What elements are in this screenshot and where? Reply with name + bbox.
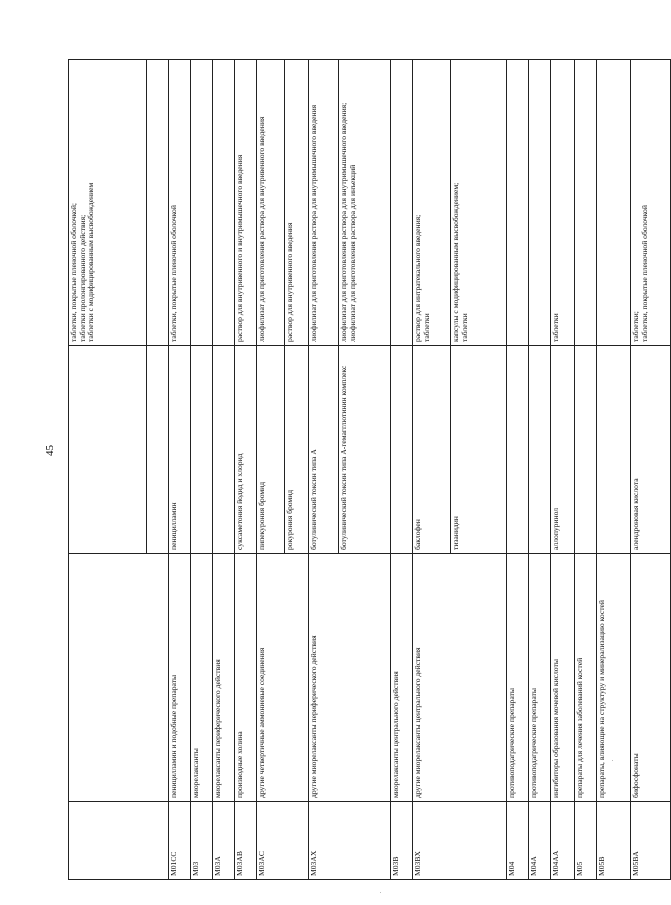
table-row bbox=[169, 60, 191, 880]
cell-code: M01CC bbox=[169, 802, 191, 880]
cell-group: препараты для лечения заболеваний костей bbox=[575, 554, 597, 802]
cell-code: M04AA bbox=[551, 802, 575, 880]
table-row bbox=[235, 60, 257, 880]
cell-form: лиофилизат для приготовления раствора для внутривенного введения bbox=[257, 60, 285, 346]
cell-code: M04 bbox=[507, 802, 529, 880]
cell-code: M03AB bbox=[235, 802, 257, 880]
cell-group: миорелаксанты центрального действия bbox=[391, 554, 413, 802]
cell-form: раствор для внутривенного введения bbox=[285, 60, 309, 346]
cell-form bbox=[391, 60, 413, 346]
table-row bbox=[631, 60, 671, 880]
table-row bbox=[191, 60, 213, 880]
table-row bbox=[309, 60, 339, 880]
cell-code: M03 bbox=[191, 802, 213, 880]
table-row bbox=[391, 60, 413, 880]
cell-name: пеницилламин bbox=[169, 346, 191, 554]
page-number: 45 bbox=[44, 445, 56, 456]
cell-group: ингибиторы образования мочевой кислоты bbox=[551, 554, 575, 802]
cell-form: раствор для интратекального введения; таблетки bbox=[413, 60, 451, 346]
table-row bbox=[507, 60, 529, 880]
cell-name bbox=[191, 346, 213, 554]
cell-name: пипекурония бромид bbox=[257, 346, 285, 554]
cell-name: ботулинический токсин типа А-гемагглютинин комплекс bbox=[339, 346, 391, 554]
cell-group: другие миорелаксанты периферического действия bbox=[309, 554, 391, 802]
cell-name: ботулинический токсин типа А bbox=[309, 346, 339, 554]
cell-group: миорелаксанты периферического действия bbox=[213, 554, 235, 802]
cell-form: таблетки, покрытые пленочной оболочкой; таблетки пролонгированного действия; таблетки с модифицированным высвобождением bbox=[69, 60, 147, 346]
cell-name bbox=[213, 346, 235, 554]
cell-code: M03B bbox=[391, 802, 413, 880]
cell-group bbox=[69, 554, 169, 802]
cell-code: M03AX bbox=[309, 802, 391, 880]
table-row bbox=[213, 60, 235, 880]
table-row bbox=[257, 60, 285, 880]
table-row bbox=[413, 60, 451, 880]
cell-group: производные холина bbox=[235, 554, 257, 802]
cell-name bbox=[507, 346, 529, 554]
table-row bbox=[597, 60, 631, 880]
scan-speck bbox=[380, 892, 381, 893]
cell-group: пеницилламин и подобные препараты bbox=[169, 554, 191, 802]
drug-classification-table bbox=[68, 59, 671, 880]
table-row bbox=[69, 60, 147, 880]
cell-code: M05B bbox=[597, 802, 631, 880]
cell-form: таблетки bbox=[551, 60, 575, 346]
cell-code: M03AC bbox=[257, 802, 309, 880]
cell-form: капсулы с модифицированным высвобождением; таблетки bbox=[451, 60, 507, 346]
cell-name: рокурония бромид bbox=[285, 346, 309, 554]
cell-form bbox=[507, 60, 529, 346]
cell-group: бифосфонаты bbox=[631, 554, 671, 802]
cell-name: тизанидин bbox=[451, 346, 507, 554]
cell-form: раствор для внутривенного и внутримышечного введения bbox=[235, 60, 257, 346]
cell-code: M03BX bbox=[413, 802, 507, 880]
cell-form: таблетки; таблетки, покрытые пленочной оболочкой bbox=[631, 60, 671, 346]
cell-group: другие четвертичные аммониевые соединения bbox=[257, 554, 309, 802]
cell-name bbox=[391, 346, 413, 554]
cell-group: противоподагрические препараты bbox=[507, 554, 529, 802]
cell-form: таблетки, покрытые пленочной оболочкой bbox=[169, 60, 191, 346]
cell-code: M03A bbox=[213, 802, 235, 880]
cell-form bbox=[575, 60, 597, 346]
cell-code: M04A bbox=[529, 802, 551, 880]
cell-form bbox=[529, 60, 551, 346]
table-body bbox=[69, 60, 671, 880]
cell-name bbox=[147, 346, 169, 554]
cell-group: другие миорелаксанты центрального действия bbox=[413, 554, 507, 802]
cell-form bbox=[147, 60, 169, 346]
cell-name bbox=[575, 346, 597, 554]
cell-form bbox=[191, 60, 213, 346]
cell-name: баклофен bbox=[413, 346, 451, 554]
rotated-page-content bbox=[68, 60, 649, 880]
cell-form bbox=[597, 60, 631, 346]
cell-group: препараты, влияющие на структуру и минерализацию костей bbox=[597, 554, 631, 802]
cell-form: лиофилизат для приготовления раствора для внутримышечного введения; лиофилизат для приготовления раствора для инъекций bbox=[339, 60, 391, 346]
cell-form bbox=[213, 60, 235, 346]
table-row bbox=[551, 60, 575, 880]
cell-name bbox=[529, 346, 551, 554]
scan-speck bbox=[612, 760, 613, 761]
cell-name: суксаметония йодид и хлорид bbox=[235, 346, 257, 554]
cell-code bbox=[69, 802, 169, 880]
cell-name: алендроновая кислота bbox=[631, 346, 671, 554]
table-row bbox=[575, 60, 597, 880]
cell-code: M05 bbox=[575, 802, 597, 880]
cell-group: противоподагрические препараты bbox=[529, 554, 551, 802]
cell-group: миорелаксанты bbox=[191, 554, 213, 802]
cell-code: M05BA bbox=[631, 802, 671, 880]
cell-name: аллопуринол bbox=[551, 346, 575, 554]
cell-name bbox=[597, 346, 631, 554]
cell-form: лиофилизат для приготовления раствора для внутримышечного введения bbox=[309, 60, 339, 346]
cell-name bbox=[69, 346, 147, 554]
table-row bbox=[529, 60, 551, 880]
